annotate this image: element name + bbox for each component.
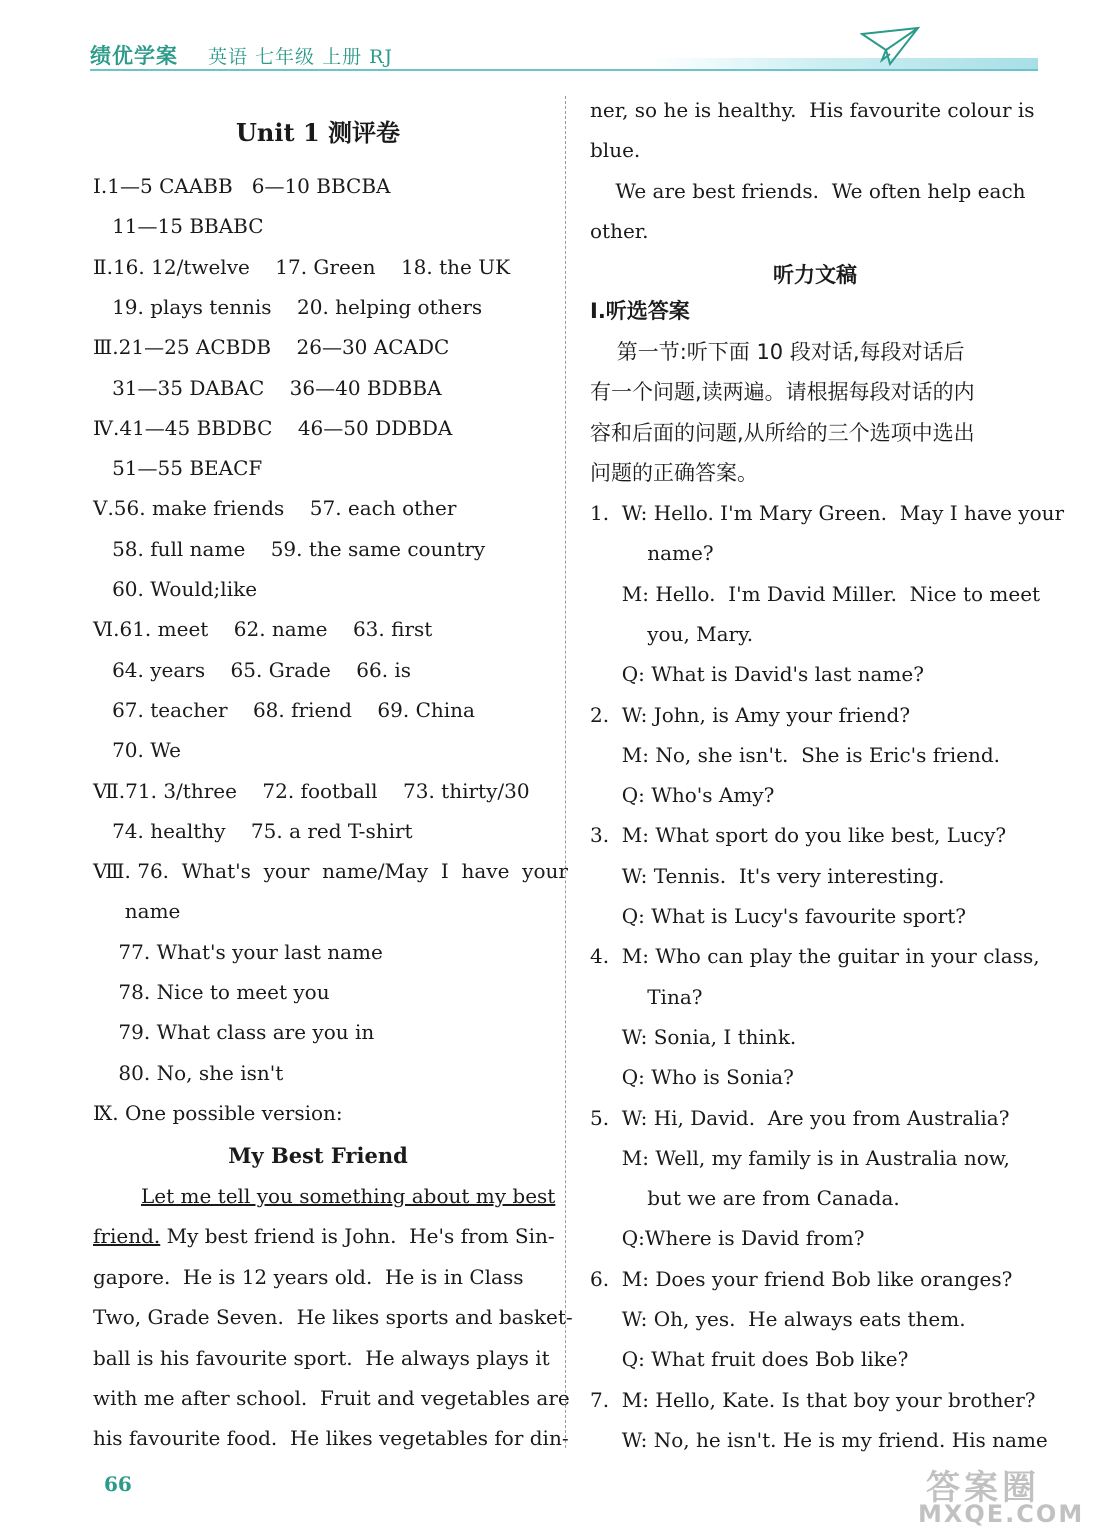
essay-line: ball is his favourite sport. He always plays it [93,1345,550,1370]
dialogue-line: name? [590,541,714,566]
dialogue-line: 6. M: Does your friend Bob like oranges? [590,1266,1013,1291]
answer-line: Ⅱ.16. 12/twelve 17. Green 18. the UK [93,254,511,279]
essay-first-line [141,1184,555,1208]
book-subject: 英语 七年级 上册 RJ [208,46,394,68]
essay-second-line [93,1224,555,1248]
essay-line: with me after school. Fruit and vegetables are [93,1385,570,1410]
page-header [90,38,1038,72]
dialogue-line: you, Mary. [590,621,754,646]
answer-line: 78. Nice to meet you [93,980,330,1004]
dialogue-line: M: Well, my family is in Australia now, [590,1145,1010,1170]
answer-line: Ⅲ.21—25 ACBDB 26—30 ACADC [93,335,450,360]
essay-text: My best friend is John. He's from Sin- [160,1224,555,1248]
dialogue-line: Q: Who's Amy? [590,783,775,808]
section-title: 听力文稿 [773,262,857,287]
column-divider [565,96,566,1448]
answer-line: Ⅶ.71. 3/three 72. football 73. thirty/30 [93,778,530,803]
answer-line: 80. No, she isn't [93,1060,284,1085]
brand-logo: 绩优学案 [90,44,178,68]
dialogue-line: M: Hello. I'm David Miller. Nice to meet [590,581,1041,606]
watermark-text: MXQE.COM [918,1500,1085,1528]
dialogue-line: 5. W: Hi, David. Are you from Australia? [590,1105,1010,1130]
dialogue-line: Q: What is David's last name? [590,662,924,687]
answer-line: 70. We [93,738,181,763]
essay-line: blue. [590,138,641,163]
answer-line: 77. What's your last name [93,939,383,964]
header-band [650,58,1038,69]
answer-line: Ⅷ. 76. What's your name/May I have your [93,859,568,884]
instruction-line: 有一个问题,读两遍。请根据每段对话的内 [590,380,975,405]
dialogue-line: Tina? [590,984,703,1009]
dialogue-line: W: No, he isn't. He is my friend. His name [590,1427,1048,1452]
essay-underlined-text: Let me tell you something about my best [141,1184,556,1208]
essay-line: his favourite food. He likes vegetables for din- [93,1426,569,1451]
dialogue-line: but we are from Canada. [590,1186,900,1211]
answer-line: name [93,899,181,924]
dialogue-line: W: Sonia, I think. [590,1024,797,1049]
answer-line: Ⅴ.56. make friends 57. each other [93,496,457,521]
answer-line: 31—35 DABAC 36—40 BDBBA [93,375,442,400]
answer-line: 58. full name 59. the same country [93,536,486,561]
essay-line: ner, so he is healthy. His favourite colour is [590,98,1035,122]
page-title: Unit 1 测评卷 [236,118,400,147]
watermark-text: 答案圈 [926,1468,1040,1508]
dialogue-line: 7. M: Hello, Kate. Is that boy your brother? [590,1387,1036,1412]
dialogue-line: W: Oh, yes. He always eats them. [590,1307,966,1331]
answer-line: 74. healthy 75. a red T-shirt [93,818,413,843]
answer-line: 79. What class are you in [93,1020,375,1045]
dialogue-line: 2. W: John, is Amy your friend? [590,702,911,727]
dialogue-line: Q: Who is Sonia? [590,1065,794,1090]
answer-line: 60. Would;like [93,577,258,601]
section-heading: Ⅰ.听选答案 [590,299,690,323]
essay-line: We are best friends. We often help each [590,178,1026,203]
answer-line: Ⅰ.1—5 CAABB 6—10 BBCBA [93,174,391,198]
essay-underlined-text: friend. [93,1224,161,1248]
answer-line: Ⅵ.61. meet 62. name 63. first [93,617,433,642]
answer-line: Ⅸ. One possible version: [93,1100,343,1125]
dialogue-line: M: No, she isn't. She is Eric's friend. [590,742,1001,767]
dialogue-line: Q: What is Lucy's favourite sport? [590,904,966,928]
dialogue-line: W: Tennis. It's very interesting. [590,863,945,888]
essay-line: other. [590,218,649,243]
answer-line: 19. plays tennis 20. helping others [93,294,483,319]
dialogue-line: Q: What fruit does Bob like? [590,1347,909,1372]
answer-line: 11—15 BBABC [93,214,264,239]
essay-line: gapore. He is 12 years old. He is in Class [93,1265,524,1289]
instruction-line: 第一节:听下面 10 段对话,每段对话后 [590,340,965,364]
instruction-line: 问题的正确答案。 [590,460,758,485]
watermark [918,1460,1088,1532]
dialogue-line: 3. M: What sport do you like best, Lucy? [590,823,1007,848]
dialogue-line: 4. M: Who can play the guitar in your class, [590,944,1040,969]
dialogue-line: 1. W: Hello. I'm Mary Green. May I have your [590,501,1065,525]
essay-line: Two, Grade Seven. He likes sports and basket- [93,1305,573,1330]
page-number: 66 [104,1472,132,1496]
answer-line: 67. teacher 68. friend 69. China [93,697,475,722]
essay-title: My Best Friend [228,1143,408,1168]
answer-line: 64. years 65. Grade 66. is [93,657,412,682]
answer-line: Ⅳ.41—45 BBDBC 46—50 DDBDA [93,415,453,440]
answer-line: 51—55 BEACF [93,456,263,481]
instruction-line: 容和后面的问题,从所给的三个选项中选出 [590,420,975,445]
paper-plane-icon [860,24,920,70]
dialogue-line: Q:Where is David from? [590,1226,865,1251]
